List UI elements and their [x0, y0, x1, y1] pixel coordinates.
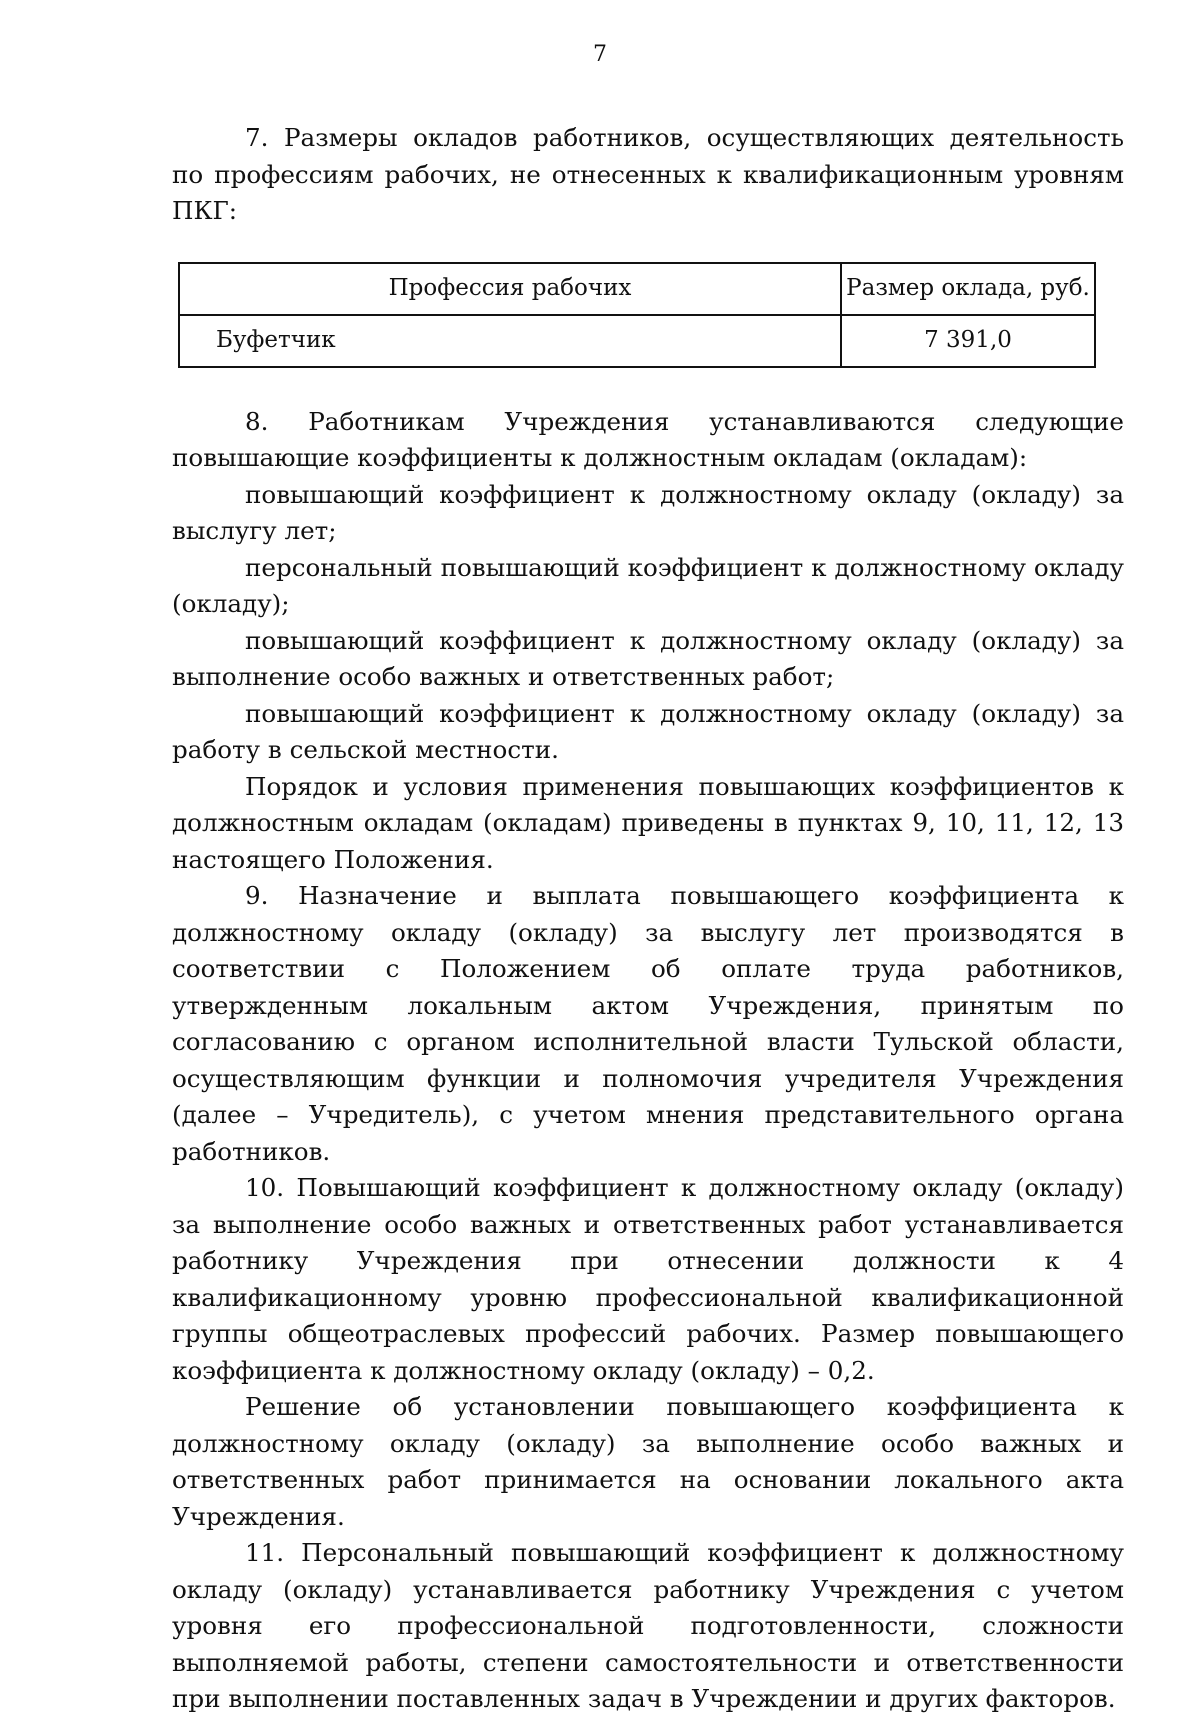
paragraph-10: 10. Повышающий коэффициент к должностному окладу (окладу) за выполнение особо важных и ответственных работ устанавливается работнику Учреждения при отнесении должности к 4 квалификационному уровню профессиональной квалификационной группы общеотраслевых профессий рабочих. Размер повышающего коэффициента к должностному окладу (окладу) – 0,2.: [172, 1173, 1124, 1385]
paragraph-8-order: Порядок и условия применения повышающих коэффициентов к должностным окладам (окладам) приведены в пунктах 9, 10, 11, 12, 13 настоящего Положения.: [172, 771, 1124, 874]
cell-salary: 7 391,0: [841, 315, 1095, 367]
paragraph-10-decision: Решение об установлении повышающего коэффициента к должностному окладу (окладу) за выполнение особо важных и ответственных работ принимается на основании локального акта Учреждения.: [172, 1392, 1124, 1531]
paragraph-8-intro: 8. Работникам Учреждения устанавливаются следующие повышающие коэффициенты к должностным окладам (окладам):: [172, 406, 1124, 472]
paragraph-8-item-1: повышающий коэффициент к должностному окладу (окладу) за выслугу лет;: [172, 479, 1124, 545]
table-row: [179, 315, 1095, 367]
header-profession: Профессия рабочих: [179, 263, 841, 315]
table-header-row: [179, 263, 1095, 315]
paragraph-7: 7. Размеры окладов работников, осуществляющих деятельность по профессиям рабочих, не отнесенных к квалификационным уровням ПКГ:: [172, 123, 1124, 225]
document-body: [172, 120, 1124, 1718]
paragraph-8-item-3: повышающий коэффициент к должностному окладу (окладу) за выполнение особо важных и ответственных работ;: [172, 625, 1124, 691]
paragraph-8-item-2: персональный повышающий коэффициент к должностному окладу (окладу);: [172, 552, 1124, 618]
paragraph-8-item-4: повышающий коэффициент к должностному окладу (окладу) за работу в сельской местности.: [172, 698, 1124, 764]
salary-table: [178, 262, 1096, 368]
paragraph-9: 9. Назначение и выплата повышающего коэффициента к должностному окладу (окладу) за выслугу лет производятся в соответствии с Положением об оплате труда работников, утвержденным локальным актом Учреждения, принятым по согласованию с органом исполнительной власти Тульской области, осуществляющим функции и полномочия учредителя Учреждения (далее – Учредитель), с учетом мнения представительного органа работников.: [172, 881, 1124, 1166]
header-salary: Размер оклада, руб.: [841, 263, 1095, 315]
cell-profession: Буфетчик: [179, 315, 841, 367]
paragraph-11: 11. Персональный повышающий коэффициент к должностному окладу (окладу) устанавливается работнику Учреждения с учетом уровня его профессиональной подготовленности, сложности выполняемой работы, степени самостоятельности и ответственности при выполнении поставленных задач в Учреждении и других факторов.: [172, 1538, 1124, 1713]
page-number: 7: [593, 42, 607, 67]
